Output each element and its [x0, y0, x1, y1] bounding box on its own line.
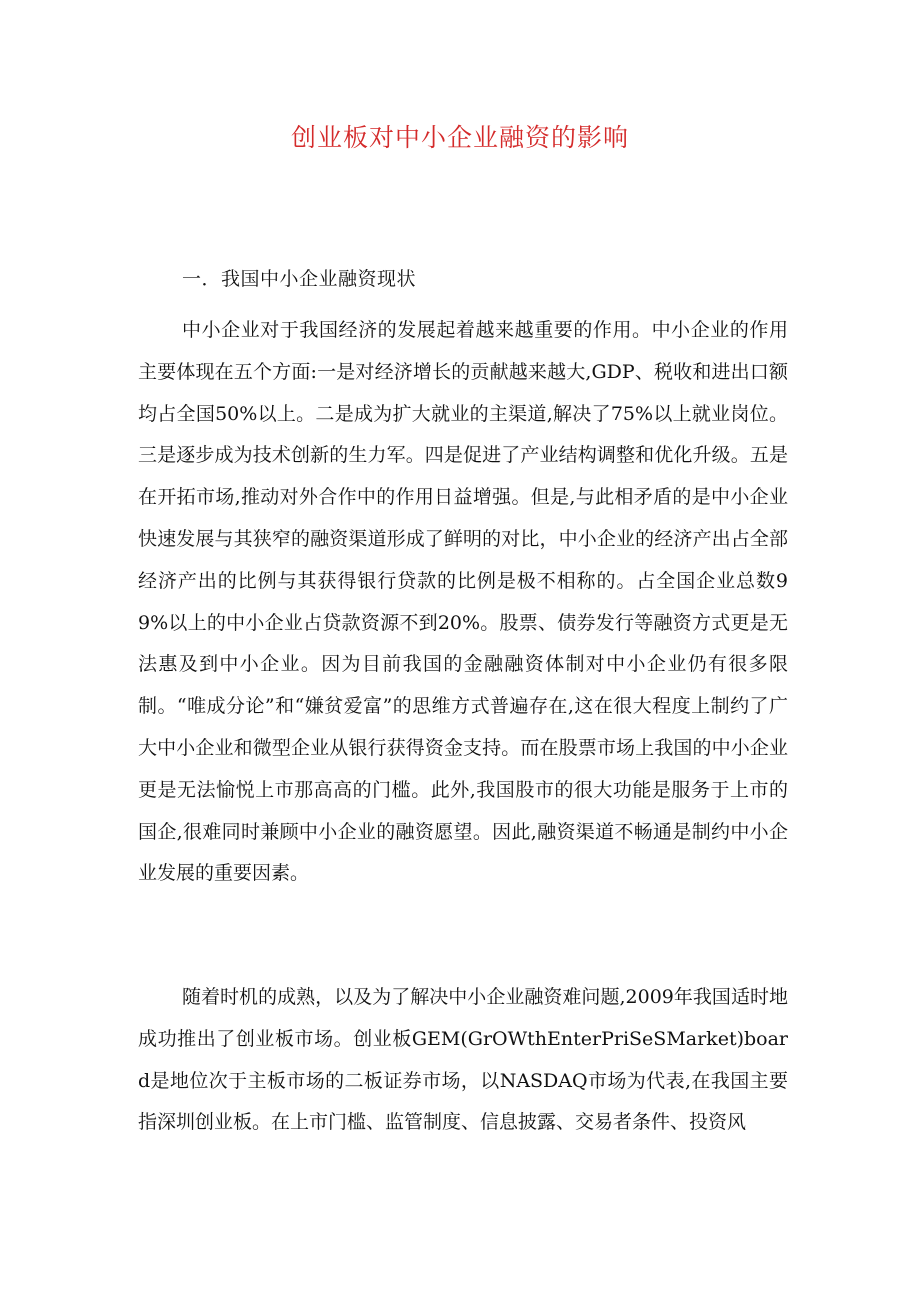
section-heading: 一．我国中小企业融资现状 — [182, 268, 417, 290]
body-paragraph-1: 中小企业对于我国经济的发展起着越来越重要的作用。中小企业的作用主要体现在五个方面:一是对经济增长的贡献越来越大,GDP、税收和进出口额均占全国50%以上。二是成为扩大就业的主渠道,解决了75%以上就业岗位。三是逐步成为技术创新的生力军。四是促进了产业结构调整和优化升级。五是在开拓市场,推动对外合作中的作用日益增强。但是,与此相矛盾的是中小企业快速发展与其狭窄的融资渠道形成了鲜明的对比，中小企业的经济产出占全部经济产出的比例与其获得银行贷款的比例是极不相称的。占全国企业总数99%以上的中小企业占贷款资源不到20%。股票、债券发行等融资方式更是无法惠及到中小企业。因为目前我国的金融融资体制对中小企业仍有很多限制。“唯成分论”和“嫌贫爱富”的思维方式普遍存在,这在很大程度上制约了广大中小企业和微型企业从银行获得资金支持。而在股票市场上我国的中小企业更是无法愉悦上市那高高的门槛。此外,我国股市的很大功能是服务于上市的国企,很难同时兼顾中小企业的融资愿望。因此,融资渠道不畅通是制约中小企业发展的重要因素。 — [138, 319, 788, 885]
body-paragraph-2: 随着时机的成熟，以及为了解决中小企业融资难问题,2009年我国适时地成功推出了创业板市场。创业板GEM(GrOWthEnterPriSeSMarket)board是地位次于主板市场的二板证券市场，以NASDAQ市场为代表,在我国主要指深圳创业板。在上市门槛、监管制度、信息披露、交易者条件、投资风 — [138, 986, 788, 1134]
document-title: 创业板对中小企业融资的影响 — [290, 123, 629, 152]
